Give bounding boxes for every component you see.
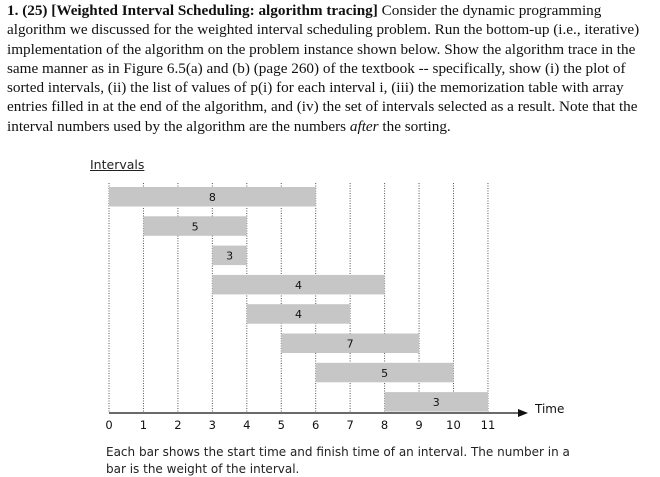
figure-caption: Each bar shows the start time and finish time of an interval. The number in a bar is the weight of the interval. bbox=[106, 445, 570, 476]
x-tick-label-4: 4 bbox=[243, 418, 251, 432]
interval-weight-label-7: 5 bbox=[381, 366, 389, 380]
x-tick-label-9: 9 bbox=[415, 418, 423, 432]
x-tick-label-11: 11 bbox=[480, 418, 496, 432]
x-tick-label-2: 2 bbox=[174, 418, 182, 432]
emphasized-word: after bbox=[349, 117, 379, 135]
x-tick-label-1: 1 bbox=[139, 418, 148, 432]
problem-text-end: the sorting. bbox=[378, 117, 451, 135]
figure-title: Intervals bbox=[90, 157, 145, 172]
x-tick-label-8: 8 bbox=[380, 418, 389, 432]
x-tick-label-5: 5 bbox=[277, 418, 285, 432]
interval-weight-label-3: 3 bbox=[226, 249, 234, 263]
x-tick-label-10: 10 bbox=[446, 418, 461, 432]
interval-weight-label-6: 7 bbox=[346, 337, 354, 351]
x-tick-label-7: 7 bbox=[346, 418, 354, 432]
time-axis-label: Time bbox=[535, 402, 565, 416]
interval-weight-label-1: 8 bbox=[208, 191, 216, 204]
problem-text: Consider the dynamic programming algorithm we discussed for the weighted interval scheduling problem. Run the bottom-up (i.e., iterative) implementation of the algorithm on the problem instance shown below. Show the algorithm trace in the same manner as in Figure 6.5(a) and (b) (page 260) of the textbook -- specifically, show (i) the plot of sorted intervals, (ii) the list of values of p(i) for each interval i, (iii) the memorization table with array entries filled in at the end of the algorithm, and (iv) the set of intervals selected as a result. Note that the interval numbers used by the algorithm are the numbers bbox=[7, 2, 640, 135]
interval-weight-label-4: 4 bbox=[294, 278, 302, 292]
interval-weight-label-5: 4 bbox=[294, 308, 302, 322]
x-tick-label-0: 0 bbox=[105, 418, 113, 432]
x-tick-label-3: 3 bbox=[208, 418, 217, 432]
problem-heading: 1. (25) [Weighted Interval Scheduling: algorithm tracing] bbox=[7, 2, 378, 19]
interval-weight-label-2: 5 bbox=[191, 220, 199, 234]
time-axis-arrow-icon bbox=[518, 409, 528, 417]
x-tick-label-6: 6 bbox=[312, 418, 320, 432]
interval-weight-label-8: 3 bbox=[432, 396, 440, 410]
